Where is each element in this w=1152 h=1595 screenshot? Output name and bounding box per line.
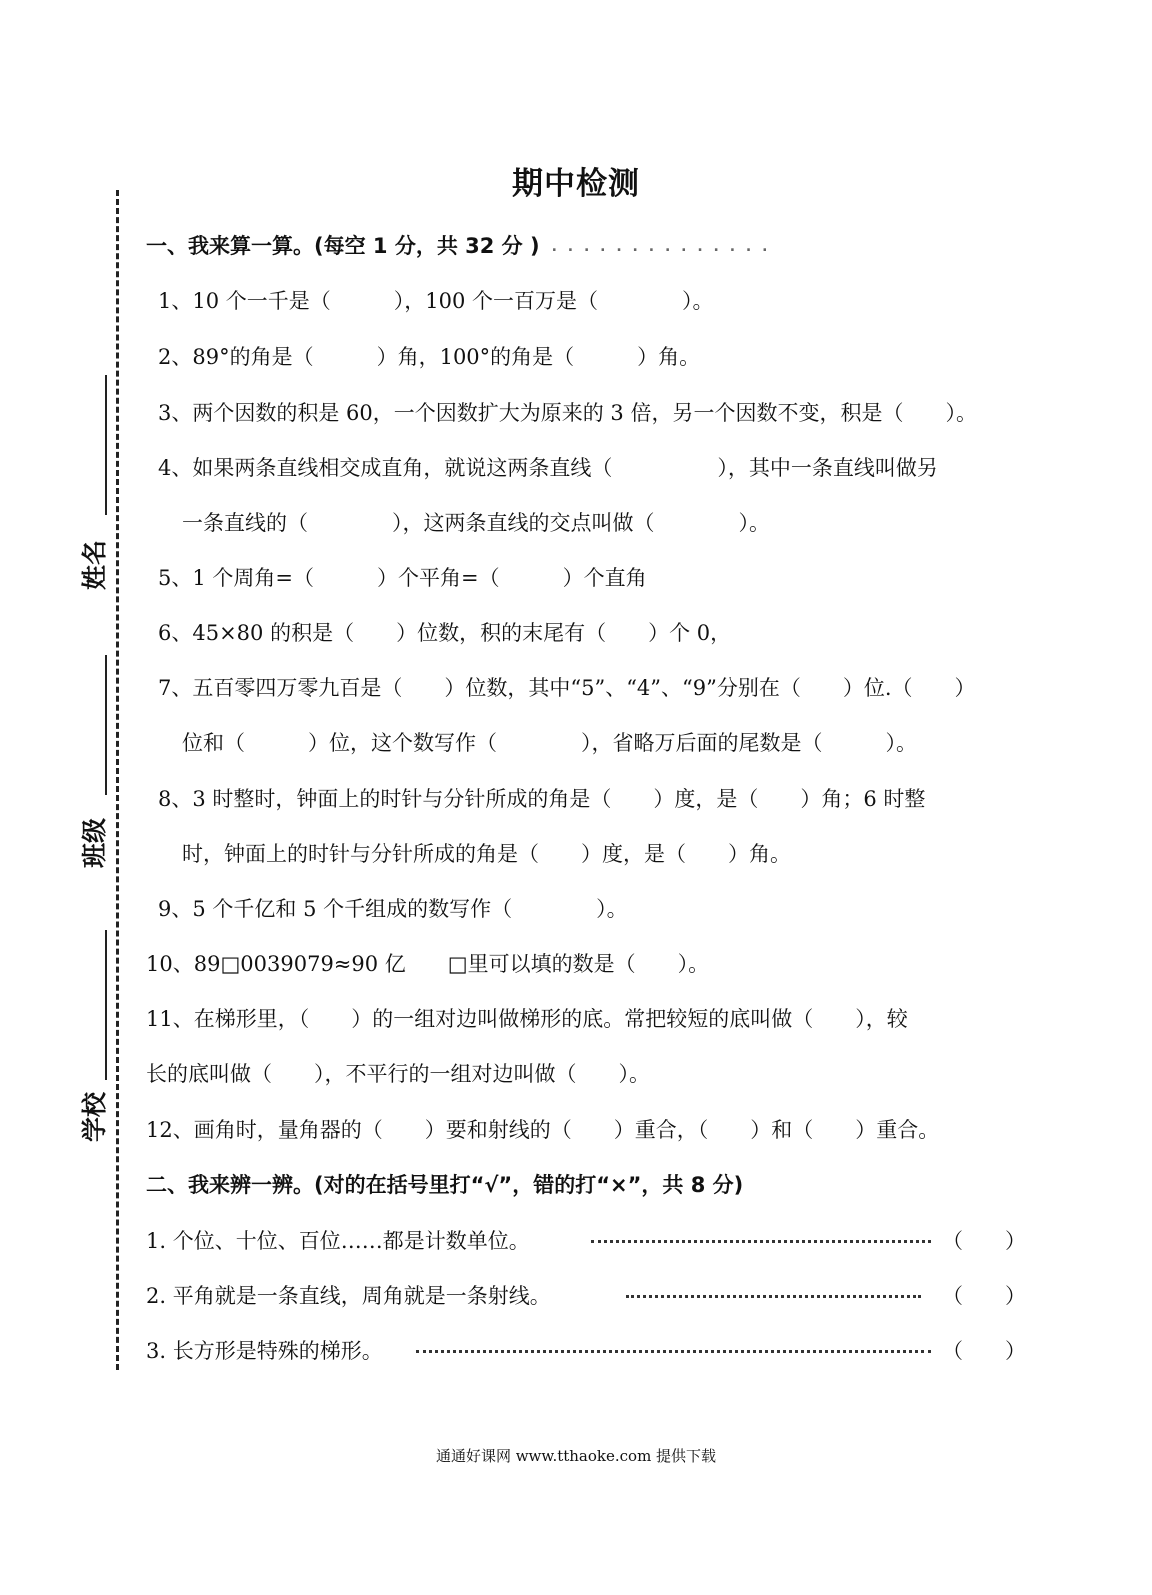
judge-item-1-text: 1. 个位、十位、百位……都是计数单位。: [146, 1229, 530, 1253]
judge-item-2: [146, 1281, 1026, 1311]
judge-item-3-text: 3. 长方形是特殊的梯形。: [146, 1339, 383, 1363]
footer-credit: 通通好课网 www.tthaoke.com 提供下载: [435, 1447, 717, 1465]
name-underline: [105, 375, 107, 515]
binding-dashed-line: [116, 190, 119, 1370]
name-label: 姓名: [80, 539, 109, 590]
section2-heading: 二、我来辨一辨。(对的在括号里打“√”，错的打“×”，共 8 分): [146, 1173, 744, 1197]
school-label: 学校: [80, 1091, 109, 1142]
answer-parenthesis[interactable]: （ ）: [942, 1339, 1026, 1363]
section1-heading-text: 一、我来算一算。(每空 1 分，共 32 分 ): [146, 234, 540, 258]
school-underline: [105, 930, 107, 1080]
class-underline: [105, 655, 107, 795]
question-7-cont: 位和（ ）位，这个数写作（ ），省略万后面的尾数是（ ）。: [182, 731, 917, 755]
leader-dots: [416, 1350, 931, 1353]
question-4-cont: 一条直线的（ ），这两条直线的交点叫做（ ）。: [182, 511, 770, 535]
question-9: 9、5 个千亿和 5 个千组成的数写作（ ）。: [158, 897, 628, 921]
question-3: 3、两个因数的积是 60，一个因数扩大为原来的 3 倍，另一个因数不变，积是（ ）。: [158, 401, 977, 425]
answer-parenthesis[interactable]: （ ）: [942, 1284, 1026, 1308]
question-1: 1、10 个一千是（ ），100 个一百万是（ ）。: [158, 289, 714, 313]
question-8: 8、3 时整时，钟面上的时针与分针所成的角是（ ）度，是（ ）角；6 时整: [158, 787, 926, 811]
leader-dots: [626, 1295, 921, 1298]
class-label: 班级: [80, 817, 109, 868]
question-10: 10、89□0039079≈90 亿 □里可以填的数是（ ）。: [146, 952, 710, 976]
heading-dots: . . . . . . . . . . . . . .: [551, 239, 771, 255]
question-11-cont: 长的底叫做（ ），不平行的一组对边叫做（ ）。: [146, 1062, 650, 1086]
answer-parenthesis[interactable]: （ ）: [942, 1229, 1026, 1253]
page-title: 期中检测: [512, 166, 640, 202]
judge-item-3: [146, 1336, 1026, 1366]
question-5: 5、1 个周角=（ ）个平角=（ ）个直角: [158, 566, 647, 590]
question-7: 7、五百零四万零九百是（ ）位数，其中“5”、“4”、“9”分别在（ ）位.（ ）: [158, 676, 976, 700]
judge-item-2-text: 2. 平角就是一条直线，周角就是一条射线。: [146, 1284, 551, 1308]
leader-dots: [591, 1240, 931, 1243]
question-6: 6、45×80 的积是（ ）位数，积的末尾有（ ）个 0，: [158, 621, 732, 645]
question-8-cont: 时，钟面上的时针与分针所成的角是（ ）度，是（ ）角。: [182, 842, 791, 866]
judge-item-1: [146, 1226, 1026, 1256]
question-11: 11、在梯形里，（ ）的一组对边叫做梯形的底。常把较短的底叫做（ ），较: [146, 1007, 908, 1031]
question-2: 2、89°的角是（ ）角，100°的角是（ ）角。: [158, 345, 701, 369]
section1-heading: [146, 231, 770, 262]
question-12: 12、画角时，量角器的（ ）要和射线的（ ）重合，（ ）和（ ）重合。: [146, 1118, 940, 1142]
question-4: 4、如果两条直线相交成直角，就说这两条直线（ ），其中一条直线叫做另: [158, 456, 938, 480]
